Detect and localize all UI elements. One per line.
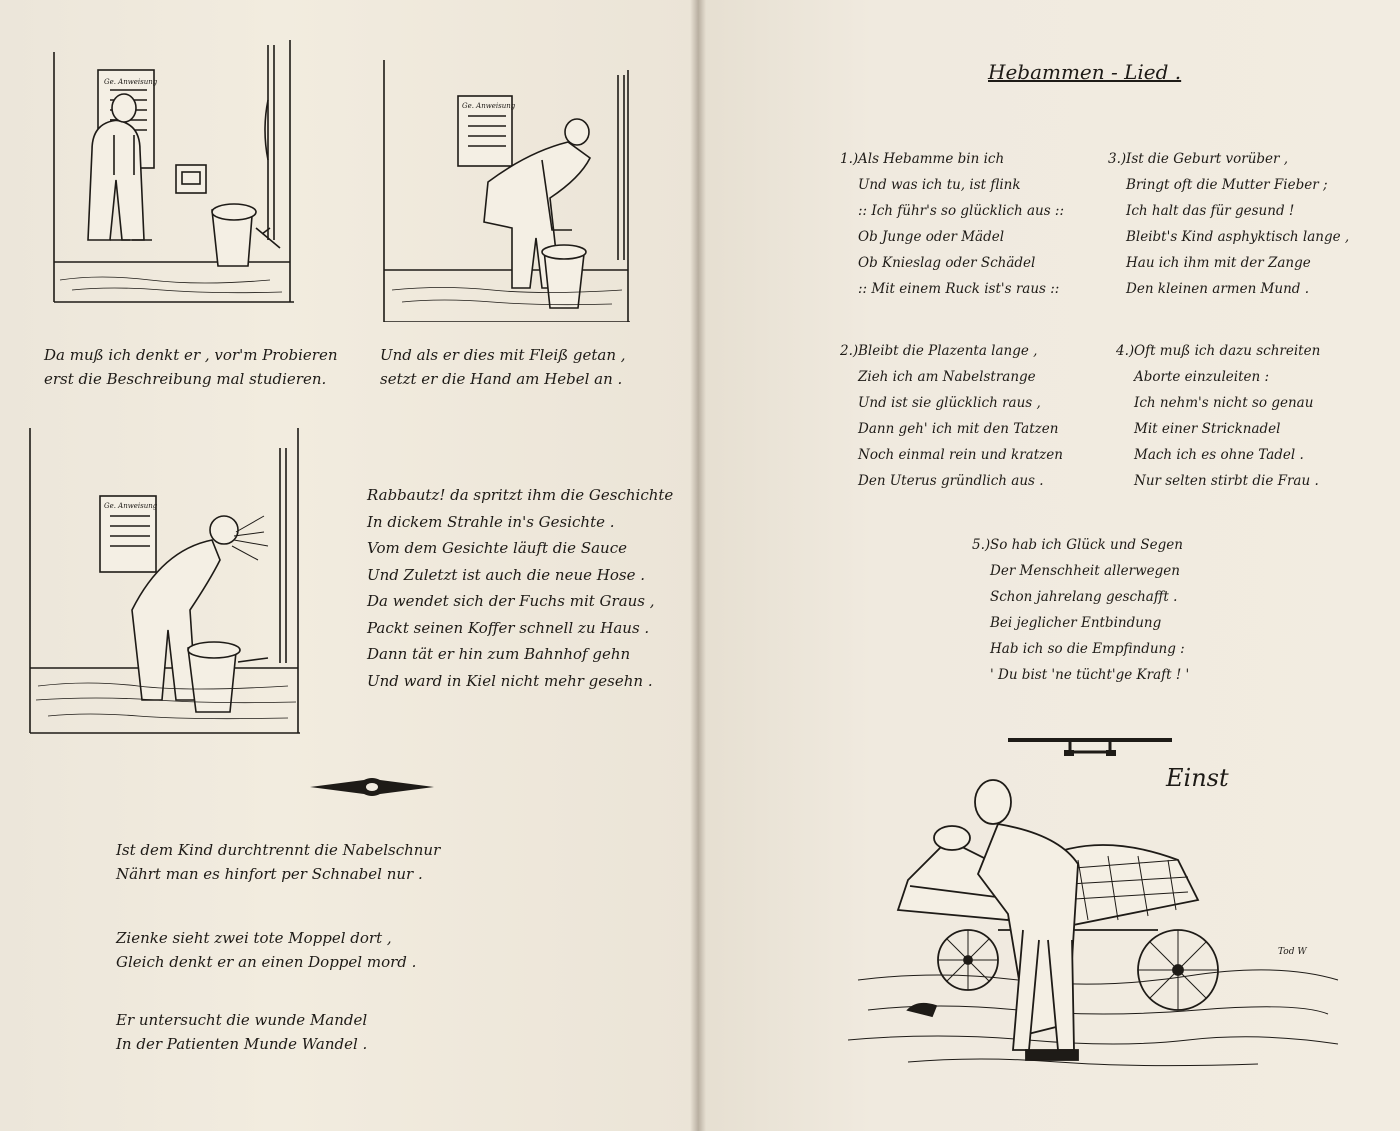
caption-3-line: Da wendet sich der Fuchs mit Graus , bbox=[367, 592, 655, 610]
stanza-line: Bei jeglicher Entbindung bbox=[990, 615, 1162, 631]
einst-illustration-drawing bbox=[848, 760, 1348, 1080]
verse-line: Zienke sieht zwei tote Moppel dort , bbox=[116, 929, 392, 947]
stanza-line: Ob Junge oder Mädel bbox=[858, 229, 1005, 245]
caption-3 bbox=[367, 482, 673, 694]
stanza-5 bbox=[972, 532, 1189, 688]
verse-line: Ist dem Kind durchtrennt die Nabelschnur bbox=[116, 841, 441, 859]
stanza-line: Hab ich so die Empfindung : bbox=[990, 641, 1185, 657]
stanza-number: 3.) bbox=[1108, 151, 1127, 167]
stanza-line: 2.)Bleibt die Plazenta lange , bbox=[840, 338, 1063, 364]
stanza-line: :: Ich führ's so glücklich aus :: bbox=[858, 203, 1065, 219]
stanza-line: Aborte einzuleiten : bbox=[1134, 369, 1270, 385]
caption-2 bbox=[380, 343, 626, 391]
stanza-line: Den Uterus gründlich aus . bbox=[858, 473, 1044, 489]
comic-panel-1-drawing bbox=[52, 40, 297, 310]
stanza-line: Und was ich tu, ist flink bbox=[858, 177, 1021, 193]
stanza-line: 3.)Ist die Geburt vorüber , bbox=[1108, 146, 1349, 172]
stanza-line: Noch einmal rein und kratzen bbox=[858, 447, 1063, 463]
stanza-line: Bringt oft die Mutter Fieber ; bbox=[1126, 177, 1328, 193]
song-title: Hebammen - Lied . bbox=[988, 60, 1182, 84]
caption-3-line: Dann tät er hin zum Bahnhof gehn bbox=[367, 645, 631, 663]
stanza-2 bbox=[840, 338, 1063, 494]
caption-3-line: Und ward in Kiel nicht mehr gesehn . bbox=[367, 671, 653, 690]
comic-panel-1 bbox=[52, 40, 297, 310]
stanza-line: Nur selten stirbt die Frau . bbox=[1134, 473, 1319, 489]
stanza-line: Zieh ich am Nabelstrange bbox=[858, 369, 1036, 385]
caption-2-line: Und als er dies mit Fleiß getan , bbox=[380, 346, 626, 364]
stanza-number: 1.) bbox=[840, 151, 859, 167]
comic-panel-3 bbox=[28, 428, 303, 736]
caption-3-line: Rabbautz! da spritzt ihm die Geschichte bbox=[367, 486, 674, 504]
caption-1 bbox=[44, 343, 337, 391]
verse-2 bbox=[116, 926, 416, 974]
comic-panel-3-drawing bbox=[28, 428, 303, 736]
left-page bbox=[0, 0, 698, 1131]
stanza-number: 5.) bbox=[972, 537, 991, 553]
stanza-line: Ob Knieslag oder Schädel bbox=[858, 255, 1036, 271]
caption-3-line: Packt seinen Koffer schnell zu Haus . bbox=[367, 618, 650, 637]
caption-1-line: erst die Beschreibung mal studieren. bbox=[44, 370, 327, 388]
stanza-line: Ich halt das für gesund ! bbox=[1126, 203, 1295, 219]
poster-label: Ge. Anweisung bbox=[462, 102, 516, 110]
verse-1 bbox=[116, 838, 440, 886]
stanza-line: Der Menschheit allerwegen bbox=[990, 563, 1180, 579]
stanza-number: 4.) bbox=[1116, 343, 1135, 359]
stanza-line: Ich nehm's nicht so genau bbox=[1134, 395, 1314, 411]
stanza-1 bbox=[840, 146, 1064, 302]
poster-label: Ge. Anweisung bbox=[104, 502, 158, 510]
stanza-number: 2.) bbox=[840, 343, 859, 359]
caption-3-line: Und Zuletzt ist auch die neue Hose . bbox=[367, 565, 645, 584]
poster-label: Ge. Anweisung bbox=[104, 78, 158, 86]
ornament-divider bbox=[308, 776, 436, 798]
stanza-line: Den kleinen armen Mund . bbox=[1126, 281, 1309, 297]
stanza-line: Bleibt's Kind asphyktisch lange , bbox=[1126, 229, 1350, 245]
stanza-line: Mach ich es ohne Tadel . bbox=[1134, 447, 1304, 463]
stanza-line: 4.)Oft muß ich dazu schreiten bbox=[1116, 338, 1320, 364]
comic-panel-2 bbox=[382, 60, 632, 322]
verse-line: Nährt man es hinfort per Schnabel nur . bbox=[116, 865, 423, 883]
stanza-line: ' Du bist 'ne tücht'ge Kraft ! ' bbox=[990, 667, 1190, 683]
einst-illustration bbox=[848, 760, 1348, 1080]
stanza-line: 1.)Als Hebamme bin ich bbox=[840, 146, 1064, 172]
ornament-divider bbox=[1006, 734, 1174, 760]
stanza-line: Und ist sie glücklich raus , bbox=[858, 395, 1041, 411]
comic-panel-2-drawing bbox=[382, 60, 632, 322]
stanza-line: Mit einer Stricknadel bbox=[1134, 421, 1281, 437]
stanza-line: :: Mit einem Ruck ist's raus :: bbox=[858, 281, 1060, 297]
stanza-line: Dann geh' ich mit den Tatzen bbox=[858, 421, 1059, 437]
caption-3-line: In dickem Strahle in's Gesichte . bbox=[367, 512, 615, 531]
caption-1-line: Da muß ich denkt er , vor'm Probieren bbox=[44, 346, 338, 364]
verse-line: In der Patienten Munde Wandel . bbox=[116, 1035, 368, 1053]
verse-line: Er untersucht die wunde Mandel bbox=[116, 1011, 368, 1029]
book-gutter bbox=[690, 0, 706, 1131]
stanza-line: 5.)So hab ich Glück und Segen bbox=[972, 532, 1189, 558]
artist-signature: Tod W bbox=[1278, 947, 1307, 957]
stanza-4 bbox=[1116, 338, 1320, 494]
verse-3 bbox=[116, 1008, 367, 1056]
stanza-line: Schon jahrelang geschafft . bbox=[990, 589, 1178, 605]
caption-2-line: setzt er die Hand am Hebel an . bbox=[380, 370, 623, 388]
verse-line: Gleich denkt er an einen Doppel mord . bbox=[116, 953, 417, 971]
stanza-line: Hau ich ihm mit der Zange bbox=[1126, 255, 1311, 271]
caption-3-line: Vom dem Gesichte läuft die Sauce bbox=[367, 539, 627, 557]
right-page bbox=[698, 0, 1400, 1131]
caption-einst: Einst bbox=[1166, 764, 1229, 792]
stanza-3 bbox=[1108, 146, 1349, 302]
